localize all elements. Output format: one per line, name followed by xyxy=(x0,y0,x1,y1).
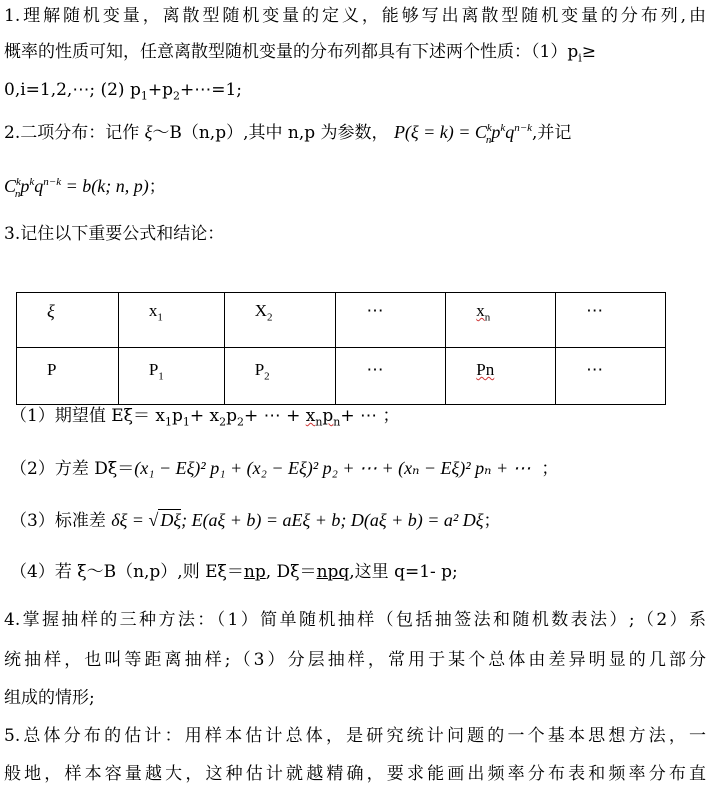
binomial-notation: $C^k_np^kq^{n-k} = b(k$; n, p) xyxy=(4,176,149,200)
table-cell: $P_2$ xyxy=(224,348,336,405)
item-expectation: （1）期望值 $E\xi= x_1p_1+ x_2p_2+$ ⋯ + $x_np_n+$ ⋯ ； xyxy=(10,406,400,429)
p1-line1: 1.理解随机变量，离散型随机变量的定义，能够写出离散型随机变量的分布列,由 xyxy=(4,6,706,26)
table-cell: ξ xyxy=(17,293,119,348)
table-cell: $P_1$ xyxy=(118,348,224,405)
table-cell: $x_n$ xyxy=(446,293,556,348)
table-cell: $x_1$ xyxy=(118,293,224,348)
p1-line3: 0,i=1,2,⋯; (2) $p_1+p_2+\cdots=1$; xyxy=(4,80,243,103)
p5-line2: 般地，样本容量越大，这种估计就越精确，要求能画出频率分布表和频率分布直 xyxy=(4,764,706,784)
binomial-formula: $P(\xi = k) = C^k_np^kq^{n-k}$ xyxy=(393,122,533,146)
item-stddev: （3）标准差 δξ = √ Dξ; E(aξ + b) = aEξ + b; D(aξ + b) = a² Dξ； xyxy=(10,510,501,531)
table-cell: ⋯ xyxy=(336,348,446,405)
p2-line2: $C^k_np^kq^{n-k} = b(k$; n, p)； xyxy=(4,176,166,200)
table-cell: $X_2$ xyxy=(224,293,336,348)
p4-line2: 统抽样，也叫等距离抽样;（3）分层抽样，常用于某个总体由差异明显的几部分 xyxy=(4,650,706,670)
p4-line1: 4.掌握抽样的三种方法：（1）简单随机抽样（包括抽签法和随机数表法）;（2）系 xyxy=(4,610,706,630)
table-cell: Pn xyxy=(446,348,556,405)
p4-line3: 组成的情形; xyxy=(4,688,95,708)
p1-line2: 概率的性质可知，任意离散型随机变量的分布列都具有下述两个性质：$(1)p_i\ge$ xyxy=(4,42,596,65)
item-binomial-moments: （4）若 ξ～B（n,p）,则 Eξ＝np, Dξ＝npq,这里 q=1- p; xyxy=(10,562,458,582)
table-row xyxy=(17,348,666,405)
distribution-table xyxy=(16,292,666,405)
stddev-formula: δξ = √ Dξ; E(aξ + b) = aEξ + b; D(aξ + b) = a² Dξ xyxy=(111,510,484,530)
p2-line1: 2.二项分布：记作 ξ～B（n,p）,其中 n,p 为参数， $P(\xi = k) = C^k_np^kq^{n-k}$,并记 xyxy=(4,122,572,146)
table-row xyxy=(17,293,666,348)
table-cell: ⋯ xyxy=(556,348,666,405)
table-cell: ⋯ xyxy=(336,293,446,348)
table-cell: ⋯ xyxy=(556,293,666,348)
item-variance: （2）方差 Dξ＝(x₁ − Eξ)² p₁ + (x₂ − Eξ)² p₂ + ⋯ + (xₙ − Eξ)² pₙ + ⋯ ； xyxy=(10,458,559,479)
table-cell: P xyxy=(17,348,119,405)
p5-line1: 5.总体分布的估计：用样本估计总体，是研究统计问题的一个基本思想方法，一 xyxy=(4,726,706,746)
variance-formula: (x₁ − Eξ)² p₁ + (x₂ − Eξ)² p₂ + ⋯ + (xₙ − Eξ)² pₙ + ⋯ xyxy=(134,458,531,478)
p3-title: 3.记住以下重要公式和结论： xyxy=(4,224,225,244)
